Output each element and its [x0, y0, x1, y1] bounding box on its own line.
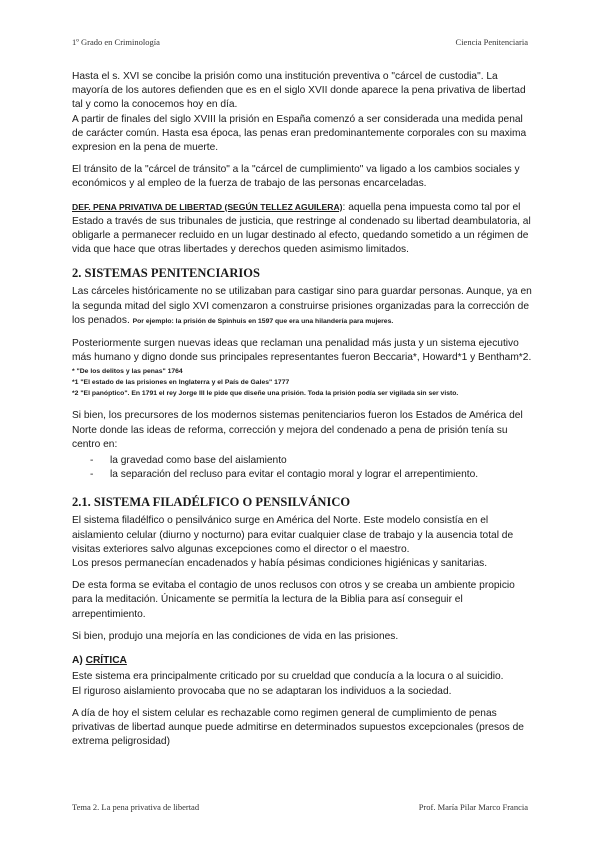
section-2-text-1: Las cárceles históricamente no se utilizaban para castigar sino para guardar personas. Aunque, ya en la segunda mitad del siglo XVI comenzaron a construirse prisiones organizadas para la corrección de los penados.: [72, 286, 532, 326]
list-item: - la gravedad como base del aislamiento: [72, 454, 532, 468]
critica-text-1: Este sistema era principalmente criticado por su crueldad que conducía a la locura o al suicidio.: [72, 671, 504, 683]
header-subject: Ciencia Penitenciaria: [455, 37, 528, 47]
section-2-1-text-2: Los presos permanecían encadenados y había pésimas condiciones higiénicas y sanitarias.: [72, 558, 488, 570]
definition-paragraph: [72, 200, 532, 258]
critica-paragraph-1: [72, 670, 532, 698]
section-2-title: 2. SISTEMAS PENITENCIARIOS: [72, 266, 260, 281]
list-item: - la separación del recluso para evitar el contagio moral y lograr el arrepentimiento.: [72, 468, 532, 482]
definition-label: DEF. PENA PRIVATIVA DE LIBERTAD (SEGÚN TELLEZ AGUILERA): [72, 201, 343, 212]
intro-text-1: Hasta el s. XVI se concibe la prisión como una institución preventiva o "cárcel de custodia". La mayoría de los autores defienden que es en el siglo XVII donde aparece la pena privativa de libertad tal y como la conocemos hoy en día.: [72, 71, 526, 111]
section-2-1-text-1: El sistema filadélfico o pensilvánico surge en América del Norte. Este modelo consistía en el aislamiento celular (diurno y nocturno) para evitar cualquier clase de trabajo y la ausencia total de visitas exteriores salvo algunas excepciones como el director o el maestro.: [72, 515, 514, 555]
critica-heading: [72, 654, 532, 668]
transit-paragraph: El tránsito de la "cárcel de tránsito" a la "cárcel de cumplimiento" va ligado a los cambios sociales y económicos y al empleo de la fuerza de trabajo de las personas encarceladas.: [72, 164, 520, 190]
section-2-1-paragraph-3: Si bien, produjo una mejoría en las condiciones de vida en las prisiones.: [72, 630, 399, 642]
critica-prefix: A): [72, 655, 86, 667]
section-2-paragraph-3: Si bien, los precursores de los modernos sistemas penitenciarios fueron los Estados de América del Norte donde las ideas de reforma, corrección y mejora del condenado a pena de prisión tenía su centro en:: [72, 410, 523, 450]
section-2-example: Por ejemplo: la prisión de Spinhuis en 1597 que era una hilandería para mujeres.: [132, 317, 394, 325]
page-footer: [72, 802, 528, 812]
section-2-paragraph-1: [72, 285, 532, 329]
footnote-bentham: *2 "El panóptico". En 1791 el rey Jorge III le pide que diseñe una prisión. Toda la prisión podía ser vigilada sin ser visto.: [72, 390, 459, 398]
footnotes: [72, 366, 532, 399]
critica-label: CRÍTICA: [85, 655, 127, 667]
intro-text-2: A partir de finales del siglo XVIII la prisión en España comenzó a ser considerada una medida penal de carácter común. Hasta esa época, las penas eran predominantemente corporales con su maxima expresion en la pena de muerte.: [72, 113, 527, 154]
section-2-1-title: 2.1. SISTEMA FILADÉLFICO O PENSILVÁNICO: [72, 495, 351, 510]
ideas-list: [72, 454, 532, 482]
critica-text-2: El riguroso aislamiento provocaba que no se adaptaran los individuos a la sociedad.: [72, 685, 452, 697]
definition-text: : aquella pena impuesta como tal por el Estado a través de sus tribunales de justicia, que restringe al condenado su libertad deambulatoria, al obligarle a permanecer recluido en un lugar destinado al efecto, quedando sometido a un régimen de vida que hace que otras libertades y derechos queden asimismo limitados.: [72, 201, 531, 256]
section-2-paragraph-2: Posteriormente surgen nuevas ideas que reclaman una penalidad más justa y un sistema ejecutivo más humano y digno donde sus principales representantes fueron Beccaria*, Howard*1 y Bentham*2.: [72, 338, 532, 364]
section-2-1-paragraph-1: [72, 514, 532, 571]
intro-paragraph: [72, 70, 532, 155]
critica-paragraph-2: A día de hoy el sistem celular es rechazable como regimen general de cumplimiento de penas privativas de libertad aunque puede admitirse en determinados supuestos excepcionales (presos de extrema peligrosidad): [72, 707, 524, 748]
footer-topic: Tema 2. La pena privativa de libertad: [72, 802, 200, 812]
section-2-1-paragraph-2: De esta forma se evitaba el contagio de unos reclusos con otros y se creaba un ambiente propicio para la meditación. Únicamente se permitía la lectura de la Biblia para así conseguir el arrepentimiento.: [72, 580, 515, 620]
footer-professor: Prof. María Pilar Marco Francia: [418, 802, 528, 812]
header-course: 1º Grado en Criminología: [72, 37, 160, 47]
footnote-beccaria: * "De los delitos y las penas" 1764: [72, 368, 183, 376]
page-content: [72, 70, 532, 757]
footnote-howard: *1 "El estado de las prisiones en Inglaterra y el País de Gales" 1777: [72, 379, 290, 387]
page-header: [72, 37, 528, 47]
